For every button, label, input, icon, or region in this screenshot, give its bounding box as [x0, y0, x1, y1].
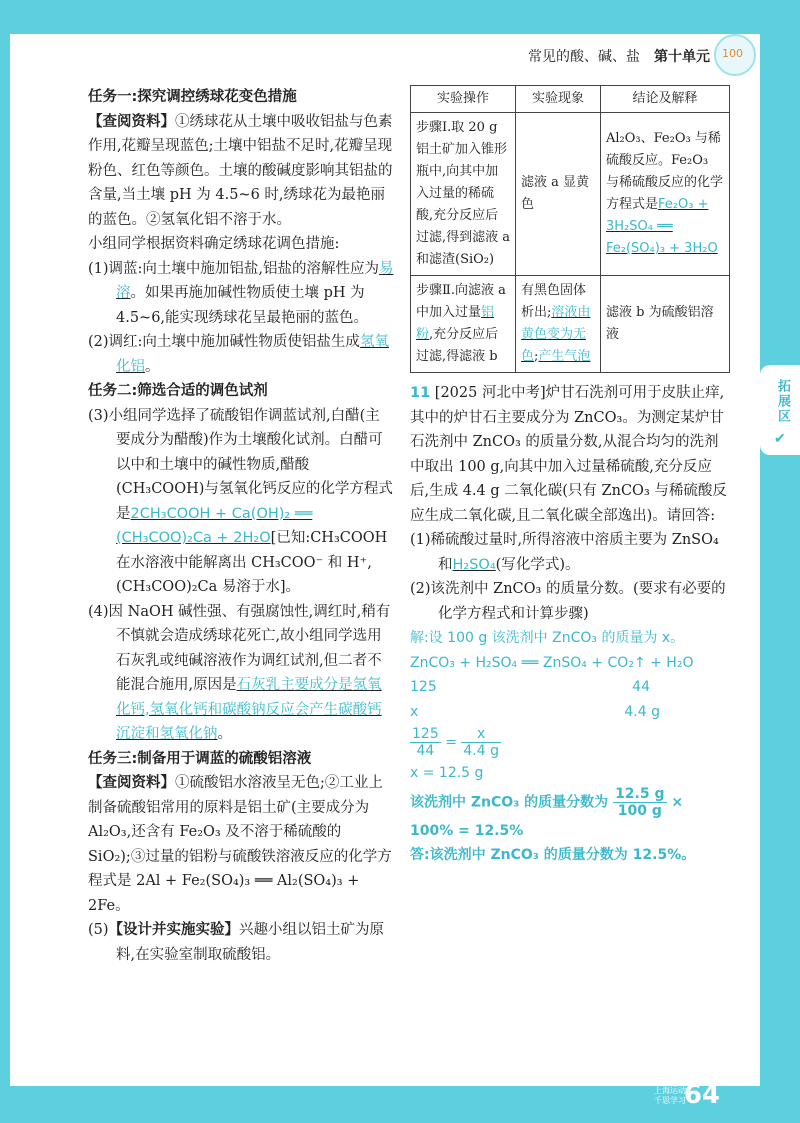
table-row	[411, 276, 730, 373]
task3-ref: 【查阅资料】①硫酸铝水溶液呈无色;②工业上制备硫酸铝常用的原料是铝土矿(主要成分为 Al₂O₃,还含有 Fe₂O₃ 及不溶于稀硫酸的 SiO₂);③过量的铝粉与硫酸铁溶液反应的化学方程式是 2Al + Fe₂(SO₄)₃ ══ Al₂(SO₄)₃ + 2Fe。	[88, 775, 392, 914]
page-number: 64	[683, 1080, 720, 1110]
solution-ratio: $\frac{125}{44}$ = $\frac{x}{4.4 g}$	[412, 726, 499, 759]
solution-line: 解:设 100 g 该洗剂中 ZnCO₃ 的质量为 x。	[410, 630, 685, 646]
running-header	[528, 46, 710, 66]
answer-1: 易溶	[116, 260, 394, 301]
table-header: 结论及解释	[601, 86, 730, 113]
table-row	[411, 113, 730, 276]
answer-table-4: 产生气泡	[538, 349, 591, 364]
q11-stem: 11 [2025 河北中考]炉甘石洗剂可用于皮肤止痒,其中的炉甘石主要成分为 ZnCO₃。为测定某炉甘石洗剂中 ZnCO₃ 的质量分数,从混合均匀的洗剂中取出 100 g,向其中加入过量稀硫酸,充分反应后,生成 4.4 g 二氧化碳(只有 ZnCO₃ 与稀硫酸反应生成二氧化碳,且二氧化碳全部逸出)。请回答:	[410, 385, 727, 524]
side-tab	[760, 365, 800, 455]
solution: 解:设 100 g 该洗剂中 ZnCO₃ 的质量为 x。 ZnCO₃ + H₂SO₄ ══ ZnSO₄ + CO₂↑ + H₂O 125 44 x 4.4 g $\frac{125}{44}$ = $\frac{x}{4.4 g}$ x = 12.5 g 该洗剂中 ZnCO₃ 的质量分数为 $\frac{12.5 g}{100 g}$ × 100% = 12.5% 答:该洗剂中 ZnCO₃ 的质量分数为 12.5%。	[410, 626, 730, 868]
solution-percent: 该洗剂中 ZnCO₃ 的质量分数为 $\frac{12.5 g}{100 g}$ ×	[410, 785, 684, 819]
top-frame	[0, 0, 800, 34]
answer-2: 氢氧化铝	[116, 334, 389, 375]
task3-title: 任务三:制备用于调蓝的硫酸铝溶液	[88, 750, 312, 767]
answer-table-2: 铝粉	[416, 305, 495, 342]
answer-table-3: 溶液由黄色变为无色	[521, 305, 591, 364]
solution-line: 100% = 12.5%	[410, 822, 524, 839]
header-title: 常见的酸、碱、盐	[528, 49, 640, 65]
answer-4: 石灰乳主要成分是氢氧化钙,氢氧化钙和碳酸钠反应会产生碳酸钙沉淀和氢氧化钠	[116, 677, 382, 742]
check-icon: ✔	[774, 431, 786, 447]
task1-ref: 【查阅资料】①绣球花从土壤中吸收铝盐与色素作用,花瓣呈现蓝色;土壤中铝盐不足时,花瓣呈现粉色、红色等颜色。土壤的酸碱度影响其铝盐的含量,当土壤 pH 为 4.5~6 时,绣球花为最艳丽的蓝色。②氢氧化铝不溶于水。	[88, 113, 393, 228]
question-2: (2)调红:向土壤中施加碱性物质使铝盐生成氢氧化铝。	[88, 334, 389, 375]
left-column	[88, 85, 394, 967]
question-number: 11	[410, 385, 431, 401]
question-3: (3)小组同学选择了硫酸铝作调蓝试剂,白醋(主要成分为醋酸)作为土壤酸化试剂。白醋可以中和土壤中的碱性物质,醋酸(CH₃COOH)与氢氧化钙反应的化学方程式是2CH₃COOH + Ca(OH)₂ ══ (CH₃COO)₂Ca + 2H₂O[已知:CH₃COOH 在水溶液中能解离出 CH₃COO⁻ 和 H⁺,(CH₃COO)₂Ca 易溶于水]。	[88, 407, 393, 595]
answer-11-1: H₂SO₄	[452, 556, 496, 573]
question-4: (4)因 NaOH 碱性强、有强腐蚀性,调红时,稍有不慎就会造成绣球花死亡,故小组同学选用石灰乳或纯碱溶液作为调红试剂,但二者不能混合施用,原因是石灰乳主要成分是氢氧化钙,氢氧化钙和碳酸钠反应会产生碳酸钙沉淀和氢氧化钠。	[88, 603, 391, 742]
task2-title: 任务二:筛选合适的调色试剂	[88, 383, 268, 399]
answer-3: 2CH₃COOH + Ca(OH)₂ ══ (CH₃COO)₂Ca + 2H₂O	[116, 505, 313, 546]
ref-label: 【查阅资料】	[88, 113, 175, 130]
q11-part2: (2)该洗剂中 ZnCO₃ 的质量分数。(要求有必要的化学方程式和计算步骤)	[410, 581, 726, 622]
q11-source: [2025 河北中考]	[434, 385, 546, 401]
table-cell: 滤液 a 显黄色	[516, 113, 601, 276]
table-header: 实验现象	[516, 86, 601, 113]
table-cell: Al₂O₃、Fe₂O₃ 与稀硫酸反应。Fe₂O₃ 与稀硫酸反应的化学方程式是Fe₂O₃ + 3H₂SO₄ ══ Fe₂(SO₄)₃ + 3H₂O	[601, 113, 730, 276]
solution-answer: 答:该洗剂中 ZnCO₃ 的质量分数为 12.5%。	[410, 847, 696, 863]
table-cell: 有黑色固体析出;溶液由黄色变为无色;产生气泡	[516, 276, 601, 373]
side-tab-label: 拓展区	[775, 379, 790, 424]
corner-logo-icon: 100	[714, 34, 756, 76]
table-cell: 步骤Ⅰ.取 20 g 铝土矿加入锥形瓶中,向其中加入过量的稀硫酸,充分反应后过滤,得到滤液 a 和滤渣(SiO₂)	[411, 113, 516, 276]
question-11	[410, 381, 730, 868]
task1-title: 任务一:探究调控绣球花变色措施	[88, 89, 297, 105]
intro-text: 小组同学根据资料确定绣球花调色措施:	[88, 236, 340, 252]
q11-part1: (1)稀硫酸过量时,所得溶液中溶质主要为 ZnSO₄ 和H₂SO₄(写化学式)。	[410, 532, 719, 573]
question-5: (5)【设计并实施实验】兴趣小组以铝土矿为原料,在实验室制取硫酸铝。	[88, 922, 385, 963]
header-unit: 第十单元	[654, 49, 710, 65]
experiment-table	[410, 85, 730, 373]
solution-line: x = 12.5 g	[410, 765, 484, 781]
answer-table-1: Fe₂O₃ + 3H₂SO₄ ══ Fe₂(SO₄)₃ + 3H₂O	[606, 197, 718, 256]
question-1: (1)调蓝:向土壤中施加铝盐,铝盐的溶解性应为易溶。如果再施加碱性物质使土壤 pH 为 4.5~6,能实现绣球花呈最艳丽的蓝色。	[88, 260, 394, 326]
table-cell: 滤液 b 为硫酸铝溶液	[601, 276, 730, 373]
footer-brand: 上海运动 千思学习	[654, 1086, 686, 1105]
right-column	[410, 85, 730, 868]
table-header: 实验操作	[411, 86, 516, 113]
table-header-row	[411, 86, 730, 113]
table-cell: 步骤Ⅱ.向滤液 a 中加入过量铝粉,充分反应后过滤,得滤液 b	[411, 276, 516, 373]
solution-equation: ZnCO₃ + H₂SO₄ ══ ZnSO₄ + CO₂↑ + H₂O	[410, 654, 694, 671]
